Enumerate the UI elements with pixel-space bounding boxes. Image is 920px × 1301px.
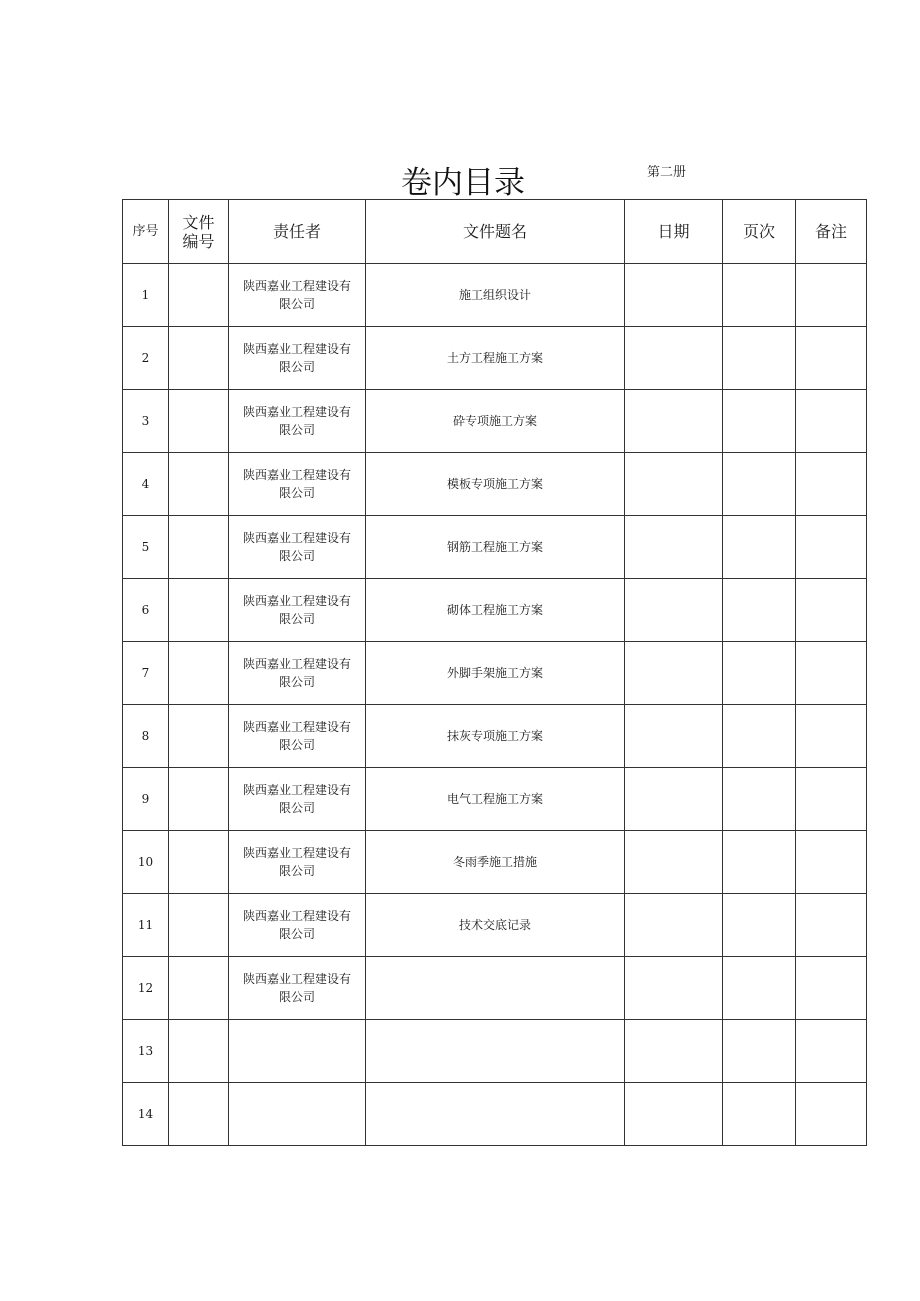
row-responsible-line1: 陕西嘉业工程建设有 — [242, 909, 351, 923]
row-remarks — [796, 579, 867, 642]
row-remarks — [796, 642, 867, 705]
table-row — [123, 1083, 867, 1146]
row-date — [625, 1083, 723, 1146]
row-responsible-line1: 陕西嘉业工程建设有 — [242, 720, 351, 734]
row-seq: 1 — [123, 264, 169, 327]
row-file-title — [366, 957, 625, 1020]
row-file-title: 土方工程施工方案 — [366, 327, 625, 390]
header-date: 日期 — [625, 200, 723, 264]
row-pages — [723, 642, 796, 705]
row-pages — [723, 327, 796, 390]
table-row — [123, 264, 867, 327]
catalog-body — [123, 264, 867, 1146]
row-pages — [723, 1083, 796, 1146]
row-responsible — [229, 831, 366, 894]
table-row — [123, 957, 867, 1020]
row-responsible-line1: 陕西嘉业工程建设有 — [242, 279, 351, 293]
row-responsible — [229, 516, 366, 579]
row-responsible — [229, 957, 366, 1020]
row-responsible-line1: 陕西嘉业工程建设有 — [242, 846, 351, 860]
row-seq: 6 — [123, 579, 169, 642]
row-file-no — [169, 831, 229, 894]
row-responsible-line2: 限公司 — [278, 612, 315, 626]
row-remarks — [796, 264, 867, 327]
header-file-no-line2: 编号 — [182, 231, 215, 251]
table-row — [123, 453, 867, 516]
row-responsible-line1: 陕西嘉业工程建设有 — [242, 594, 351, 608]
table-row — [123, 705, 867, 768]
row-file-title: 技术交底记录 — [366, 894, 625, 957]
row-responsible — [229, 327, 366, 390]
row-seq: 10 — [123, 831, 169, 894]
row-file-no — [169, 1020, 229, 1083]
row-seq: 12 — [123, 957, 169, 1020]
row-seq: 7 — [123, 642, 169, 705]
table-row — [123, 390, 867, 453]
row-responsible-line1: 陕西嘉业工程建设有 — [242, 405, 351, 419]
row-responsible — [229, 642, 366, 705]
row-seq: 13 — [123, 1020, 169, 1083]
row-responsible-line1: 陕西嘉业工程建设有 — [242, 531, 351, 545]
row-remarks — [796, 957, 867, 1020]
row-date — [625, 453, 723, 516]
row-date — [625, 264, 723, 327]
row-responsible-line2: 限公司 — [278, 549, 315, 563]
row-date — [625, 516, 723, 579]
header-file-no — [169, 200, 229, 264]
row-responsible — [229, 1083, 366, 1146]
header-pages: 页次 — [723, 200, 796, 264]
table-row — [123, 579, 867, 642]
row-responsible — [229, 579, 366, 642]
row-responsible-line2: 限公司 — [278, 360, 315, 374]
row-date — [625, 390, 723, 453]
row-seq: 9 — [123, 768, 169, 831]
row-file-title: 钢筋工程施工方案 — [366, 516, 625, 579]
row-file-no — [169, 390, 229, 453]
row-file-no — [169, 264, 229, 327]
row-responsible-line1: 陕西嘉业工程建设有 — [242, 342, 351, 356]
row-remarks — [796, 327, 867, 390]
row-date — [625, 768, 723, 831]
row-file-no — [169, 768, 229, 831]
row-file-title: 外脚手架施工方案 — [366, 642, 625, 705]
row-seq: 2 — [123, 327, 169, 390]
row-file-title: 电气工程施工方案 — [366, 768, 625, 831]
row-date — [625, 894, 723, 957]
table-row — [123, 831, 867, 894]
row-pages — [723, 705, 796, 768]
header-seq: 序号 — [123, 200, 169, 264]
row-responsible-line1: 陕西嘉业工程建设有 — [242, 783, 351, 797]
row-pages — [723, 579, 796, 642]
row-remarks — [796, 831, 867, 894]
row-pages — [723, 390, 796, 453]
header-file-title: 文件题名 — [366, 200, 625, 264]
row-seq: 14 — [123, 1083, 169, 1146]
header-remarks: 备注 — [796, 200, 867, 264]
row-file-no — [169, 453, 229, 516]
header-file-no-line1: 文件 — [182, 212, 215, 232]
row-file-no — [169, 894, 229, 957]
row-pages — [723, 894, 796, 957]
row-remarks — [796, 894, 867, 957]
row-remarks — [796, 768, 867, 831]
row-remarks — [796, 1083, 867, 1146]
table-row — [123, 894, 867, 957]
row-file-title: 砕专项施工方案 — [366, 390, 625, 453]
row-file-title: 抹灰专项施工方案 — [366, 705, 625, 768]
table-row — [123, 516, 867, 579]
header-row — [123, 200, 867, 264]
row-file-title: 冬雨季施工措施 — [366, 831, 625, 894]
row-responsible-line1: 陕西嘉业工程建设有 — [242, 657, 351, 671]
table-row — [123, 642, 867, 705]
row-file-no — [169, 705, 229, 768]
row-responsible-line2: 限公司 — [278, 738, 315, 752]
row-date — [625, 957, 723, 1020]
row-responsible — [229, 390, 366, 453]
row-responsible-line2: 限公司 — [278, 423, 315, 437]
row-responsible — [229, 264, 366, 327]
row-remarks — [796, 453, 867, 516]
row-seq: 4 — [123, 453, 169, 516]
row-file-title: 施工组织设计 — [366, 264, 625, 327]
row-responsible-line1: 陕西嘉业工程建设有 — [242, 468, 351, 482]
row-responsible-line2: 限公司 — [278, 990, 315, 1004]
row-pages — [723, 264, 796, 327]
row-pages — [723, 831, 796, 894]
row-remarks — [796, 516, 867, 579]
catalog-table — [122, 199, 867, 1146]
row-responsible — [229, 894, 366, 957]
row-pages — [723, 957, 796, 1020]
row-responsible-line2: 限公司 — [278, 927, 315, 941]
row-responsible-line2: 限公司 — [278, 864, 315, 878]
row-file-no — [169, 516, 229, 579]
table-row — [123, 327, 867, 390]
row-responsible-line2: 限公司 — [278, 675, 315, 689]
row-seq: 5 — [123, 516, 169, 579]
row-responsible — [229, 768, 366, 831]
row-seq: 8 — [123, 705, 169, 768]
row-responsible-line2: 限公司 — [278, 297, 315, 311]
header-responsible: 责任者 — [229, 200, 366, 264]
row-file-title: 砌体工程施工方案 — [366, 579, 625, 642]
row-seq: 11 — [123, 894, 169, 957]
row-file-title — [366, 1020, 625, 1083]
row-pages — [723, 1020, 796, 1083]
row-remarks — [796, 705, 867, 768]
row-file-no — [169, 957, 229, 1020]
row-file-title: 模板专项施工方案 — [366, 453, 625, 516]
page-title: 卷内目录 — [401, 165, 525, 199]
row-remarks — [796, 1020, 867, 1083]
row-date — [625, 327, 723, 390]
row-date — [625, 642, 723, 705]
row-responsible — [229, 1020, 366, 1083]
row-responsible — [229, 453, 366, 516]
table-row — [123, 768, 867, 831]
row-date — [625, 579, 723, 642]
row-file-title — [366, 1083, 625, 1146]
volume-label: 第二册 — [647, 165, 687, 180]
table-row — [123, 1020, 867, 1083]
row-responsible-line1: 陕西嘉业工程建设有 — [242, 972, 351, 986]
row-file-no — [169, 1083, 229, 1146]
row-file-no — [169, 642, 229, 705]
row-pages — [723, 453, 796, 516]
row-file-no — [169, 327, 229, 390]
row-date — [625, 831, 723, 894]
row-file-no — [169, 579, 229, 642]
row-responsible — [229, 705, 366, 768]
row-remarks — [796, 390, 867, 453]
row-date — [625, 705, 723, 768]
row-date — [625, 1020, 723, 1083]
row-pages — [723, 768, 796, 831]
row-pages — [723, 516, 796, 579]
row-seq: 3 — [123, 390, 169, 453]
row-responsible-line2: 限公司 — [278, 801, 315, 815]
row-responsible-line2: 限公司 — [278, 486, 315, 500]
